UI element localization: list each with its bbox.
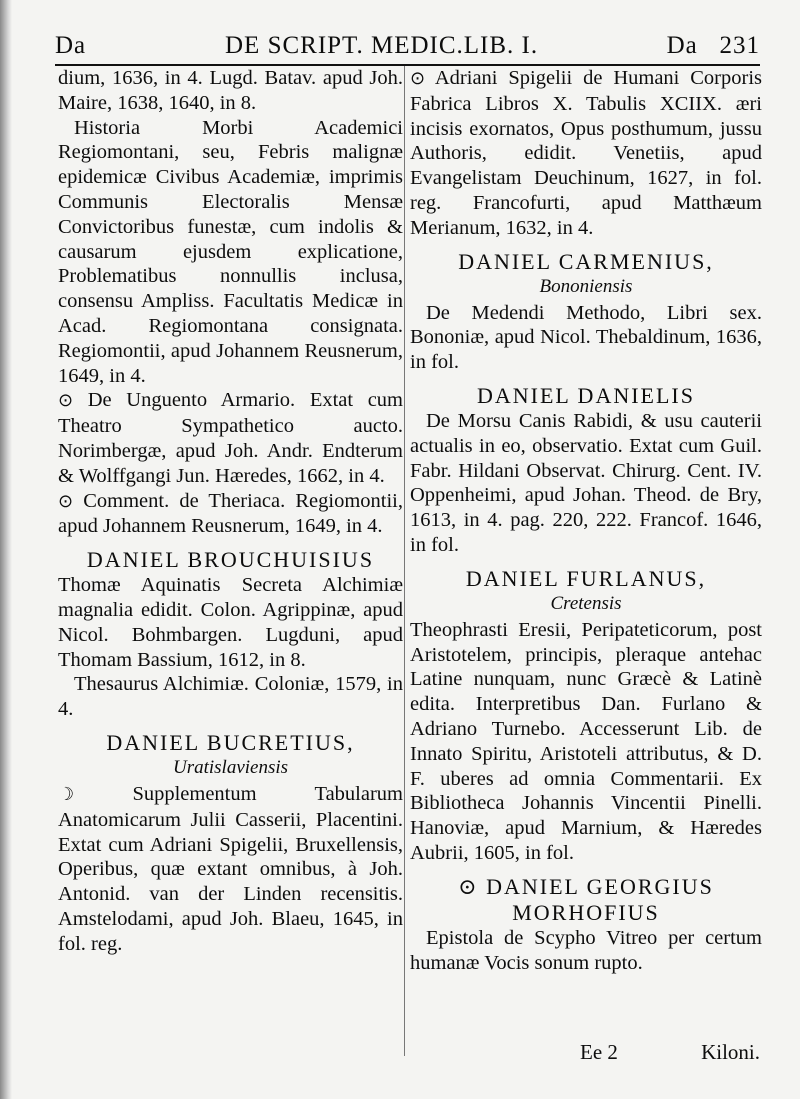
bullet-mark-icon: ⊙ [58, 490, 74, 512]
author-origin: Cretensis [550, 592, 622, 614]
entry-text: Thomæ Aquinatis Secreta Alchimiæ magnalia edidit. Colon. Agrippinæ, apud Nicol. Bohmbargen. Lugduni, apud Thomam Bassium, 1612, in 8. [58, 574, 403, 671]
author-heading [410, 249, 762, 275]
page-gutter-shadow [0, 0, 12, 1099]
bibliography-entry [58, 782, 403, 957]
author-heading [410, 383, 762, 409]
bibliography-entry [58, 116, 403, 389]
bullet-mark-icon: ⊙ [58, 390, 74, 412]
entry-text: De Morsu Canis Rabidi, & usu cauterii actualis in eo, observatio. Extat cum Guil. Fabr. Hildani Observat. Chirurg. Cent. IV. Oppenheimi, apud Johan. Theod. de Bry, 1613, in 4. pag. 220, 222. Francof. 1646, in fol. [410, 409, 762, 556]
author-name: DANIEL FURLANUS, [465, 565, 707, 591]
author-origin: Uratislaviensis [172, 756, 289, 778]
entry-text: Supplementum Tabularum Anatomicarum Julii Casserii, Placentini. Extat cum Adriani Spigelii, Bruxellensis, Operibus, quæ extant omnibus, à Joh. Antonid. van der Linden recensitis. Amstelodami, apud Joh. Blaeu, 1645, in fol. reg. [58, 782, 403, 955]
entry-text: Adriani Spigelii de Humani Corporis Fabrica Libros X. Tabulis XCIIX. æri incisis exornatos, Opus posthumum, jussu Authoris, edidit. Venetiis, apud Evangelistam Deuchinum, 1627, in fol. reg. Francofurti, apud Matthæum Merianum, 1632, in 4. [410, 67, 763, 239]
header-right [667, 28, 760, 64]
author-name: DANIEL DANIELIS [477, 382, 695, 408]
entry-text: De Unguento Armario. Extat cum Theatro Sympathetico aucto. Norimbergæ, apud Joh. Andr. Endterum & Wolffgangi Jun. Hæredes, 1662, in 4. [58, 389, 403, 487]
header-title: DE SCRIPT. MEDIC.LIB. I. [225, 32, 539, 59]
entry-text: Historia Morbi Academici Regiomontani, seu, Febris malignæ epidemicæ Civibus Academiæ, imprimis Communis Electoralis Mensæ Convictoribus funestæ, cum indolis & causarum ejusdem explicatione, Problematibus nonnullis inclusa, consensu Ampliss. Facultatis Medicæ in Acad. Regiomontana consignata. Regiomontii, apud Johannem Reusnerum, 1649, in 4. [58, 116, 403, 387]
bibliography-entry [410, 409, 762, 558]
entry-text: Comment. de Theriaca. Regiomontii, apud Johannem Reusnerum, 1649, in 4. [58, 489, 403, 538]
signature-mark: Ee 2 [580, 1040, 618, 1064]
bibliography-entry [58, 672, 403, 722]
author-heading [58, 547, 403, 573]
left-column [58, 66, 403, 957]
entry-text: Epistola de Scypho Vitreo per certum humanæ Vocis sonum rupto. [410, 926, 762, 974]
author-name: DANIEL BROUCHUISIUS [86, 547, 375, 573]
bullet-mark-icon: ⊙ [410, 68, 426, 89]
bibliography-entry [410, 926, 762, 976]
header-right-letters: Da [666, 32, 698, 59]
bullet-mark-icon: ☽ [58, 783, 75, 805]
bibliography-entry [410, 66, 762, 241]
bibliography-entry [58, 66, 403, 116]
author-name: DANIEL BUCRETIUS, [106, 729, 355, 755]
author-heading [410, 566, 762, 592]
running-header [55, 28, 760, 64]
bibliography-entry [58, 573, 403, 672]
bibliography-entry [410, 301, 762, 375]
bibliography-entry [58, 489, 403, 540]
author-heading [58, 730, 403, 756]
author-origin: Bononiensis [539, 275, 633, 297]
bibliography-entry [410, 618, 762, 866]
right-column [410, 66, 762, 975]
header-left-letters: Da [55, 32, 87, 59]
author-name: DANIEL GEORGIUS MORHOFIUS [486, 873, 714, 925]
entry-text: Thesaurus Alchimiæ. Coloniæ, 1579, in 4. [58, 673, 403, 721]
catchword: Kiloni. [701, 1040, 760, 1064]
author-name: DANIEL CARMENIUS, [458, 248, 714, 274]
column-divider [404, 66, 405, 1056]
entry-text: dium, 1636, in 4. Lugd. Batav. apud Joh. Maire, 1638, 1640, in 8. [58, 67, 403, 114]
author-heading [410, 874, 762, 926]
entry-text: Theophrasti Eresii, Peripateticorum, post Aristotelem, principis, pleraque antehac Latine nunquam, nunc Græcè & Latinè edita. Interpretibus Dan. Furlano & Adriano Turnebo. Accesserunt Lib. de Innato Spiritu, Aristoteli attributus, & D. F. uberes ad omnia Commentarii. Ex Bibliotheca Johannis Vincentii Pinelli. Hanoviæ, apud Marnium, & Hæredes Aubrii, 1605, in fol. [410, 618, 762, 864]
bibliography-entry [58, 388, 403, 488]
entry-text: De Medendi Methodo, Libri sex. Bononiæ, apud Nicol. Thebaldinum, 1636, in fol. [410, 301, 762, 374]
page-number: 231 [719, 32, 760, 59]
bullet-mark-icon: ⊙ [458, 873, 479, 899]
